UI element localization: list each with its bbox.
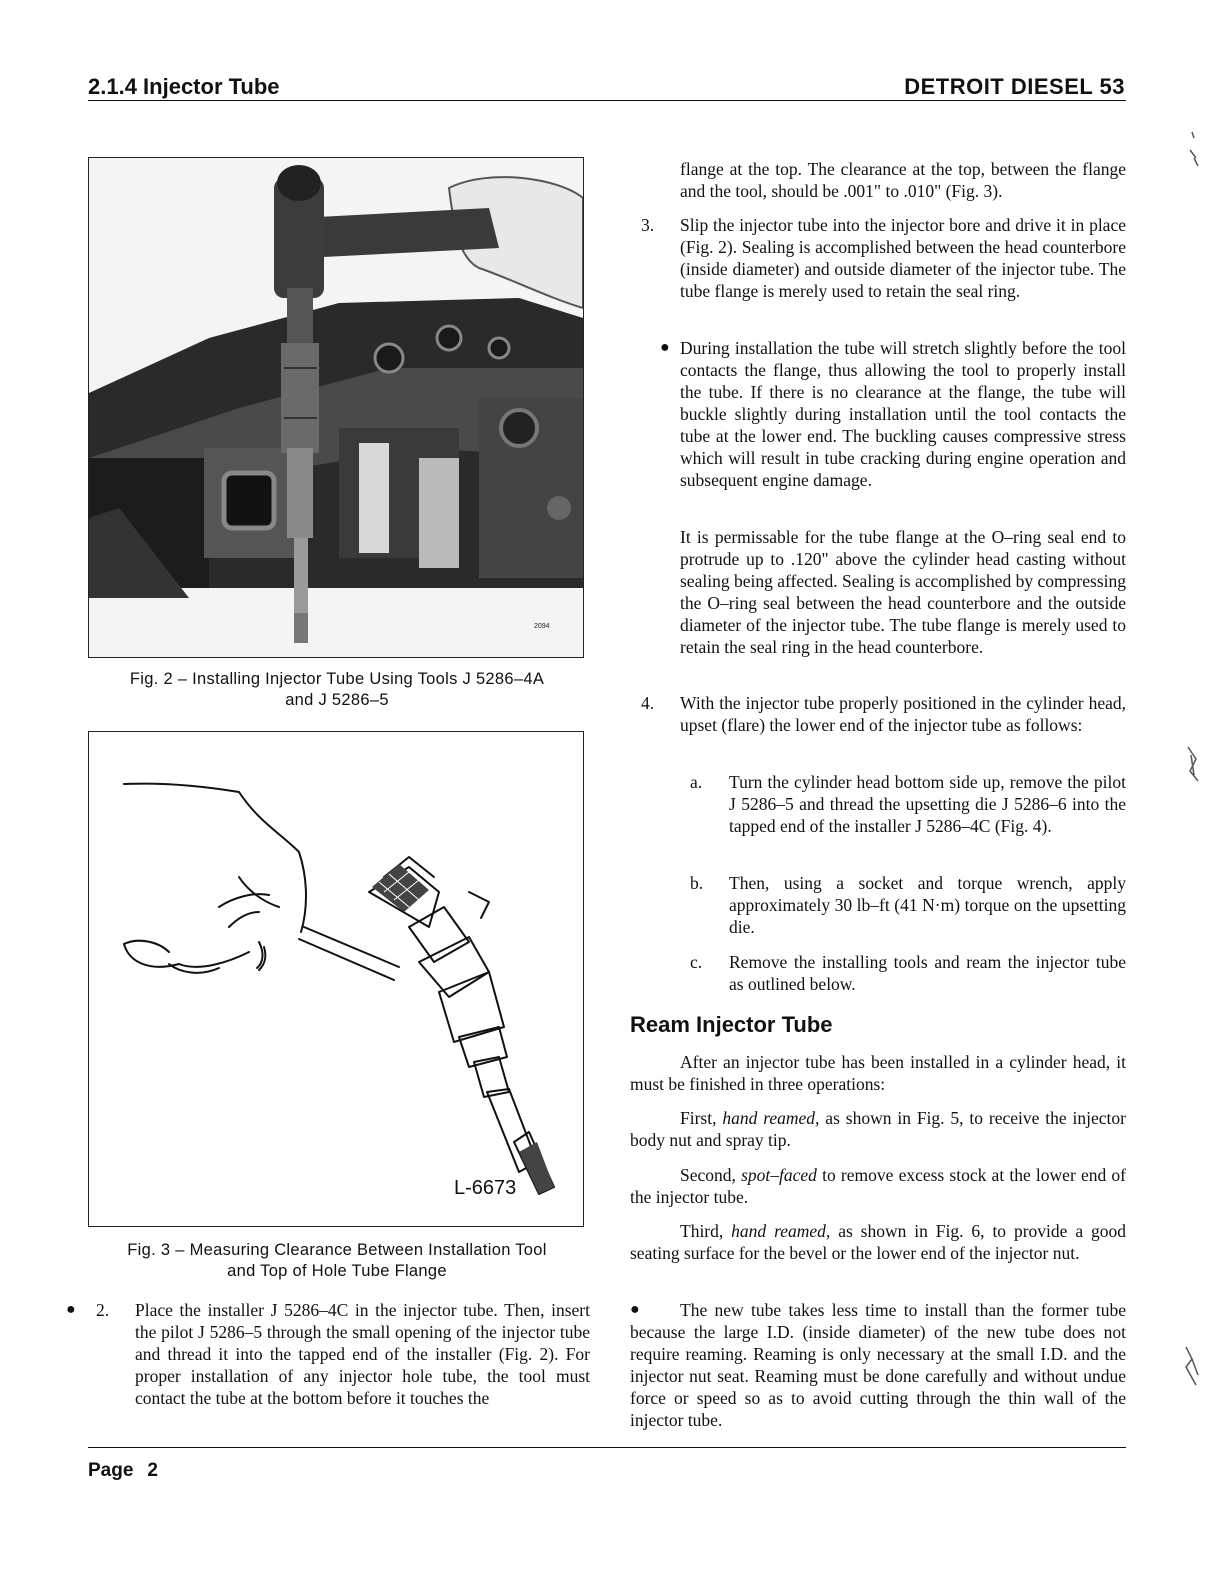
- binder-mark-icon: [1182, 1345, 1204, 1390]
- fig3-illustration-code: L-6673: [454, 1177, 517, 1199]
- fig3-caption-line2: and Top of Hole Tube Flange: [227, 1262, 447, 1280]
- binder-mark-icon: [1182, 128, 1204, 168]
- fig3-caption: [84, 1240, 590, 1282]
- bullet-icon: ●: [66, 1301, 76, 1318]
- manual-title: DETROIT DIESEL 53: [904, 74, 1125, 99]
- step4-number: 4.: [641, 693, 655, 713]
- fig2-illustration: [89, 158, 583, 657]
- fig2-photo: [88, 157, 584, 658]
- bullet-icon: ●: [630, 1301, 640, 1318]
- fig3-drawing: [88, 731, 584, 1227]
- step2-text: Place the installer J 5286–4C in the injector tube. Then, insert the pilot J 5286–5 through the small opening of the injector tube and thread it into the tapped end of the installer (Fig. 2). For proper installation of any injector hole tube, the tool must contact the tube at the bottom before it touches the: [135, 1300, 590, 1408]
- fig3-caption-line1: Fig. 3 – Measuring Clearance Between Installation Tool: [127, 1241, 547, 1259]
- substep-letter: c.: [690, 952, 703, 972]
- step2-number: 2.: [96, 1300, 110, 1320]
- page-number: Page 2: [88, 1460, 158, 1481]
- fig3-illustration: [89, 732, 583, 1226]
- substep-letter: b.: [690, 873, 704, 893]
- binder-mark-icon: [1182, 745, 1204, 785]
- header-rule: [88, 100, 1126, 101]
- ream-heading: Ream Injector Tube: [630, 1012, 833, 1037]
- substep-text: Then, using a socket and torque wrench, apply approximately 30 lb–ft (41 N·m) torque on the upsetting die.: [729, 873, 1126, 937]
- fig2-photo-code: 2094: [534, 623, 550, 630]
- bullet1-text: During installation the tube will stretch slightly before the tool contacts the flange, thus allowing the tool to properly install the tube. If there is no clearance at the flange, the tube will buckle slightly during installation until the tool contacts the tube at the lower end. The buckling causes compressive stress which will result in tube cracking during engine operation and subsequent engine damage.: [680, 338, 1126, 490]
- step4-text: With the injector tube properly positioned in the cylinder head, upset (flare) the lower end of the injector tube as follows:: [680, 693, 1126, 735]
- step3-text: Slip the injector tube into the injector bore and drive it in place (Fig. 2). Sealing is accomplished between the head counterbore (inside diameter) and outside diameter of the injector tube. The tube flange is merely used to retain the seal ring.: [680, 215, 1126, 301]
- fig2-caption-line2: and J 5286–5: [285, 691, 389, 709]
- fig2-caption: [84, 669, 590, 711]
- substep-text: Turn the cylinder head bottom side up, remove the pilot J 5286–5 and thread the upsetting die J 5286–6 into the tapped end of the installer J 5286–4C (Fig. 4).: [729, 772, 1126, 836]
- step3-number: 3.: [641, 215, 655, 235]
- bullet2-text: The new tube takes less time to install than the former tube because the large I.D. (inside diameter) of the new tube does not require reaming. Reaming is only necessary at the small I.D. and the injector nut seat. Reaming must be done carefully and without undue force or speed so as to avoid cutting through the thin wall of the injector tube.: [630, 1300, 1126, 1430]
- ream-intro: After an injector tube has been installed in a cylinder head, it must be finished in three operations:: [630, 1052, 1126, 1094]
- third-operation: Third, hand reamed, as shown in Fig. 6, to provide a good seating surface for the bevel or the lower end of the injector nut.: [630, 1221, 1126, 1263]
- fig2-caption-line1: Fig. 2 – Installing Injector Tube Using Tools J 5286–4A: [129, 670, 545, 688]
- second-operation: Second, spot–faced to remove excess stock at the lower end of the injector tube.: [630, 1165, 1126, 1207]
- oring-paragraph: It is permissable for the tube flange at the O–ring seal end to protrude up to .120" above the cylinder head casting without sealing being affected. Sealing is accomplished by compressing the O–ring seal between the head counterbore and the outside diameter of the injector tube. The tube flange is merely used to retain the seal ring in the head counterbore.: [680, 527, 1126, 657]
- footer-rule: [88, 1447, 1126, 1448]
- section-title: 2.1.4 Injector Tube: [88, 74, 280, 99]
- continued-text: flange at the top. The clearance at the top, between the flange and the tool, should be .001" to .010" (Fig. 3).: [680, 159, 1126, 201]
- substep-letter: a.: [690, 772, 703, 792]
- first-operation: First, hand reamed, as shown in Fig. 5, to receive the injector body nut and spray tip.: [630, 1108, 1126, 1150]
- bullet-icon: ●: [660, 339, 670, 356]
- substep-text: Remove the installing tools and ream the injector tube as outlined below.: [729, 952, 1126, 994]
